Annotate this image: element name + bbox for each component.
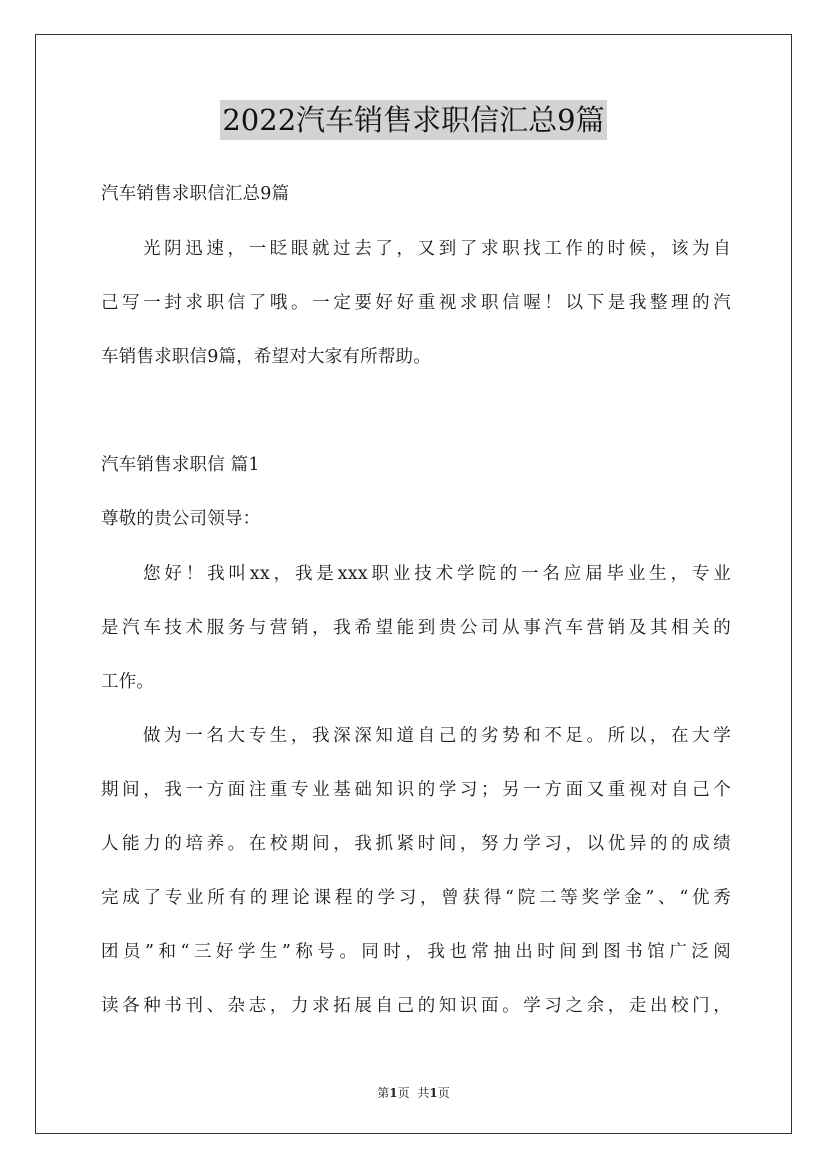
intro-line: 光阴迅速，一眨眼就过去了，又到了求职找工作的时候，该为自 (143, 239, 731, 259)
footer-total-number: 1 (429, 1086, 438, 1100)
footer-page-number: 1 (389, 1086, 398, 1100)
paragraph-line: 您好！我叫xx，我是xxx职业技术学院的一名应届毕业生，专业 (143, 564, 731, 584)
paragraph-line: 团员”和“三好学生”称号。同时，我也常抽出时间到图书馆广泛阅 (101, 942, 731, 962)
paragraph-line: 工作。 (101, 672, 155, 692)
paragraph-line: 读各种书刊、杂志，力求拓展自己的知识面。学习之余，走出校门， (101, 996, 731, 1016)
intro-line: 车销售求职信9篇，希望对大家有所帮助。 (101, 347, 431, 367)
document-title: 2022汽车销售求职信汇总9篇 (220, 100, 606, 140)
paragraph-line: 人能力的培养。在校期间，我抓紧时间，努力学习，以优异的的成绩 (101, 834, 731, 854)
section-heading: 汽车销售求职信 篇1 (101, 455, 260, 475)
footer-page-suffix: 页 (397, 1086, 410, 1100)
document-subtitle: 汽车销售求职信汇总9篇 (101, 184, 290, 204)
paragraph-line: 做为一名大专生，我深深知道自己的劣势和不足。所以，在大学 (143, 726, 731, 746)
footer-page-prefix: 第 (377, 1086, 390, 1100)
intro-line: 己写一封求职信了哦。一定要好好重视求职信喔！以下是我整理的汽 (101, 293, 731, 313)
page-footer (0, 1085, 827, 1101)
title-wrapper (0, 100, 827, 140)
paragraph-line: 期间，我一方面注重专业基础知识的学习；另一方面又重视对自己个 (101, 780, 731, 800)
paragraph-line: 完成了专业所有的理论课程的学习，曾获得“院二等奖学金”、“优秀 (101, 888, 731, 908)
salutation: 尊敬的贵公司领导： (101, 509, 261, 529)
footer-total-prefix: 共 (417, 1086, 430, 1100)
footer-total-suffix: 页 (437, 1086, 450, 1100)
paragraph-line: 是汽车技术服务与营销，我希望能到贵公司从事汽车营销及其相关的 (101, 618, 731, 638)
